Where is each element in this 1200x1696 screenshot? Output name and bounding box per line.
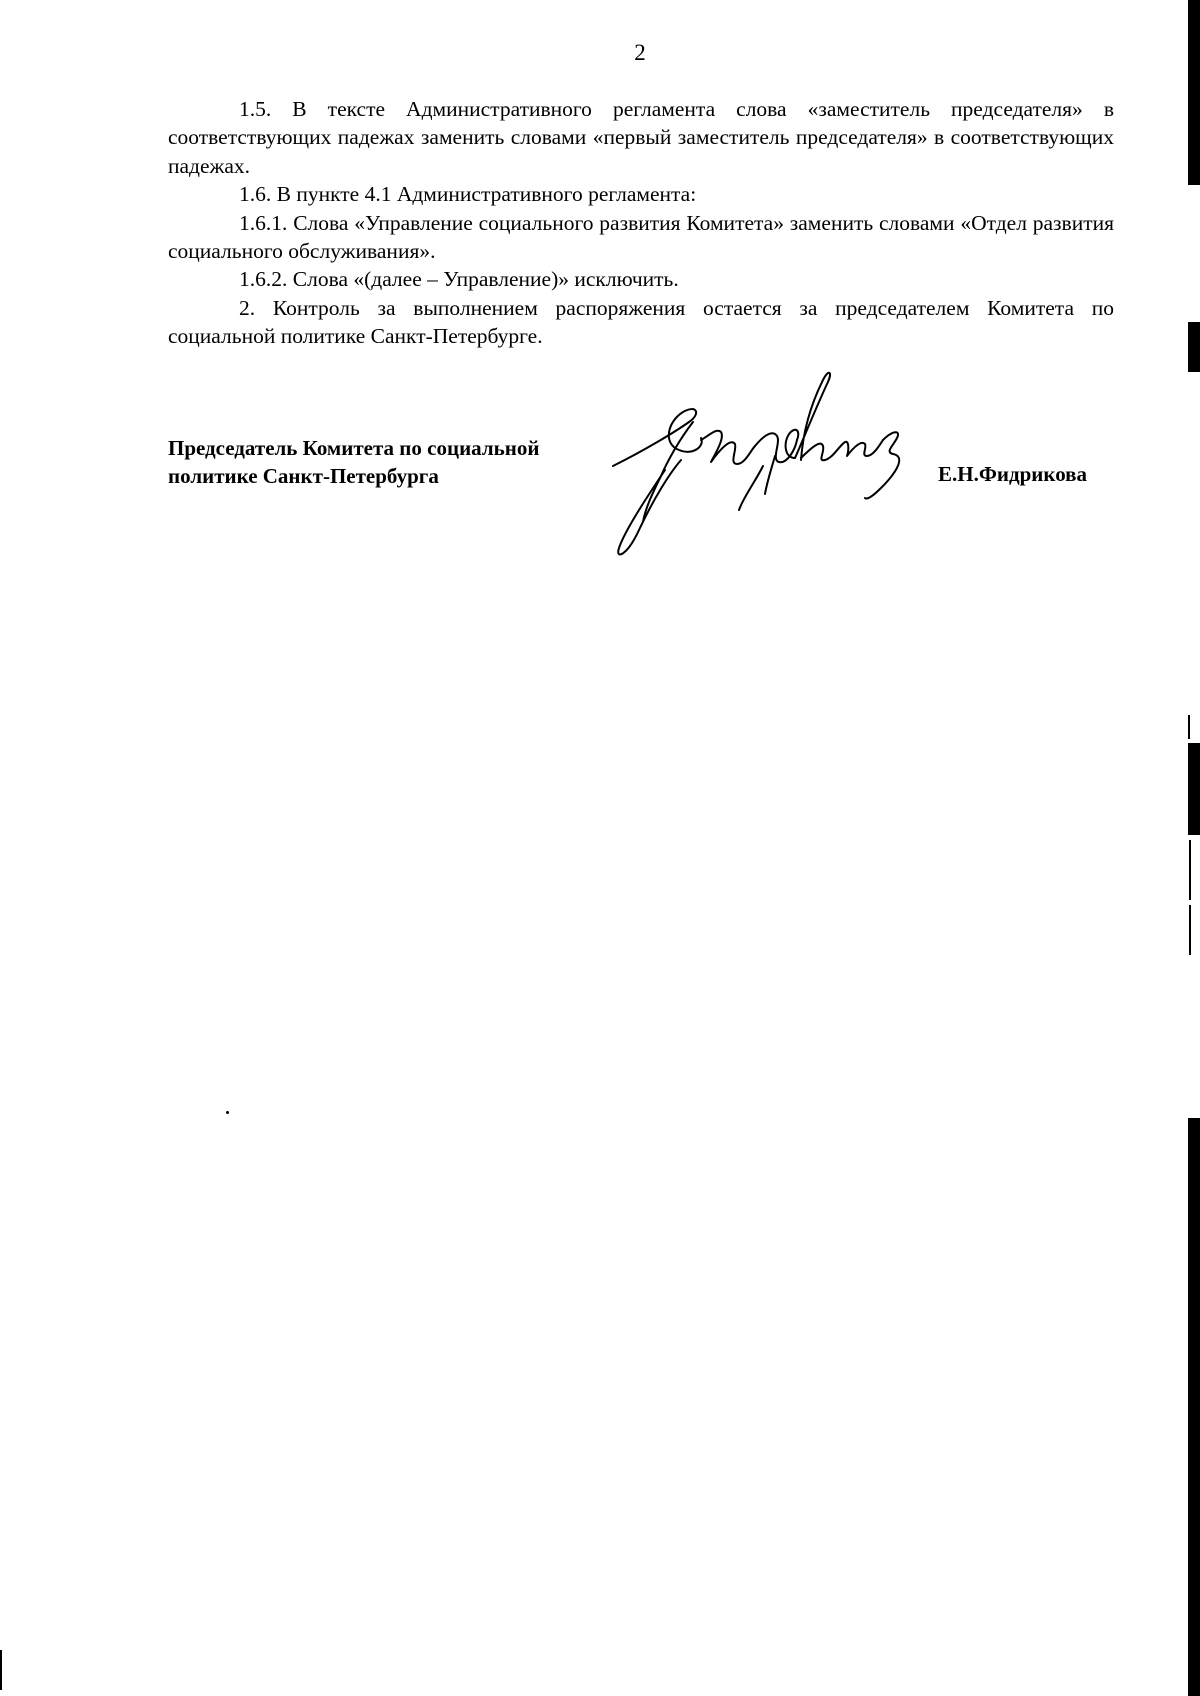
paragraph-2: 2. Контроль за выполнением распоряжения остается за председателем Комитета по социальной политике Санкт-Петербурге. — [168, 295, 1114, 349]
scan-edge-mark — [1188, 743, 1200, 835]
scan-speck — [226, 1111, 229, 1114]
paragraph-1-5: 1.5. В тексте Административного регламента слова «заместитель председателя» в соответствующих падежах заменить словами «первый заместитель председателя» в соответствующих падежах. — [168, 97, 1114, 178]
scan-edge-mark — [1188, 0, 1200, 185]
scan-edge-tick — [1188, 715, 1190, 739]
handwritten-signature-icon — [605, 370, 915, 560]
scan-edge-mark — [1188, 322, 1200, 372]
signatory-title — [168, 434, 618, 490]
document-body — [168, 95, 1114, 351]
paragraph-1-6-1: 1.6.1. Слова «Управление социального развития Комитета» заменить словами «Отдел развития социального обслуживания». — [168, 210, 1114, 264]
scan-edge-tick — [0, 1650, 2, 1690]
signer-name: Е.Н.Фидрикова — [938, 462, 1088, 486]
signatory-title-line-2: политике Санкт-Петербурга — [168, 464, 439, 488]
paragraph-1-6-2: 1.6.2. Слова «(далее – Управление)» исключить. — [239, 267, 679, 292]
scan-edge-tick — [1189, 905, 1191, 955]
paragraph-1-6: 1.6. В пункте 4.1 Административного регламента: — [239, 182, 697, 207]
page-number: 2 — [634, 40, 646, 65]
scan-edge-tick — [1189, 840, 1191, 900]
scan-edge-mark — [1188, 1118, 1200, 1696]
signatory-title-line-1: Председатель Комитета по социальной — [168, 436, 540, 460]
